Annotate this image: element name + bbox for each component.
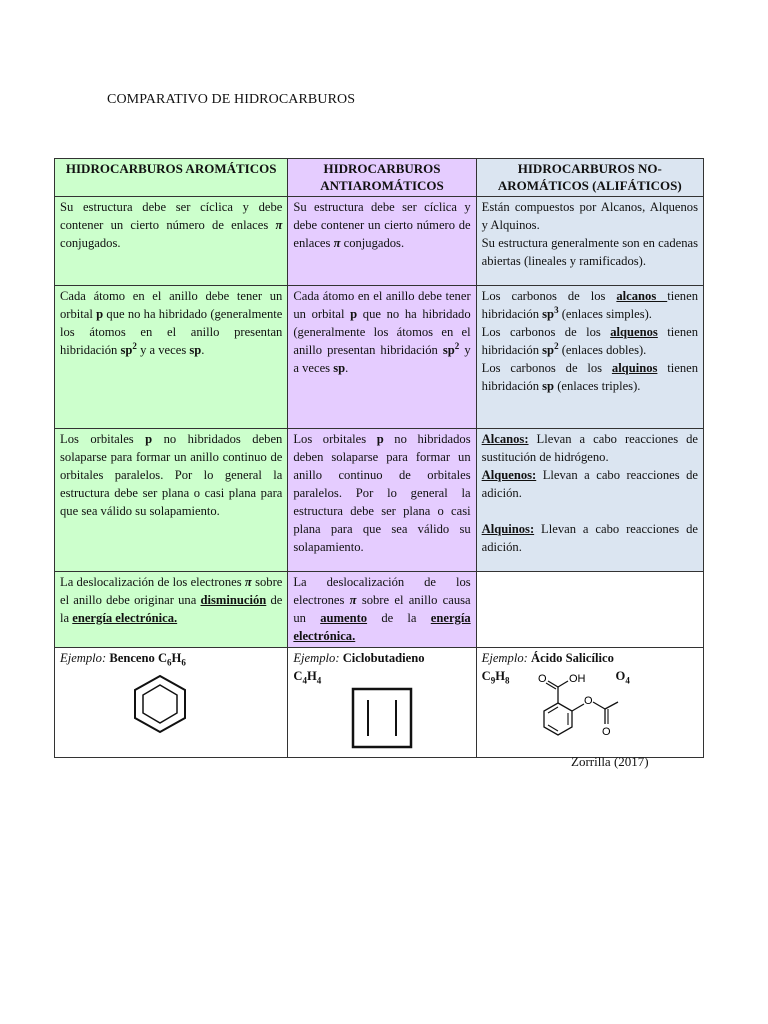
cell-aliphatic-reactions: Alcanos: Llevan a cabo reacciones de sustitución de hidrógeno. Alquenos: Llevan a cabo reacciones de adición. Alquinos: Llevan a cabo reacciones de adición. <box>476 429 703 572</box>
benzene-structure <box>60 671 270 743</box>
cyclobutadiene-structure <box>293 685 459 753</box>
cell-antiaromatic-overlap: Los orbitales p no hibridados deben solaparse para formar un anillo continuo de orbitales paralelos. Por lo general la estructura debe ser plana o casi plana para que sea válido su solapamiento. <box>288 429 476 572</box>
table-row <box>55 197 704 286</box>
cell-aliphatic-structure: Están compuestos por Alcanos, Alquenos y Alquinos. Su estructura generalmente son en cadenas abiertas (lineales y ramificados). <box>476 197 703 286</box>
acetyl-o-label: O <box>601 726 611 738</box>
cell-example-benzene: Ejemplo: Benceno $C_6H_6$ <box>55 648 288 758</box>
salicylic-acid-structure <box>482 673 687 741</box>
header-aromatic: HIDROCARBUROS AROMÁTICOS <box>55 159 288 197</box>
table-row <box>55 286 704 429</box>
hydroxyl-label: OH <box>568 673 586 685</box>
cell-aliphatic-hybridization: Los carbonos de los alcanos tienen hibridación $sp^3$ (enlaces simples). Los carbonos de los alquenos tienen hibridación $sp^2$ (enlaces dobles). Los carbonos de los alquinos tienen hibridación sp (enlaces triples). <box>476 286 703 429</box>
header-aliphatic: HIDROCARBUROS NO-AROMÁTICOS (ALIFÁTICOS) <box>476 159 703 197</box>
table-row <box>55 429 704 572</box>
ester-o-label: O <box>583 695 593 707</box>
table-row <box>55 648 704 758</box>
cell-aromatic-orbital: Cada átomo en el anillo debe tener un orbital p que no ha hibridado (generalmente los átomos en el anillo presentan hibridación $sp^2$ y a veces sp. <box>55 286 288 429</box>
citation: Zorrilla (2017) <box>571 754 649 769</box>
cell-example-cyclobutadiene: Ejemplo: Ciclobutadieno $C_4H_4$ <box>288 648 476 758</box>
cell-aromatic-energy: La deslocalización de los electrones π sobre el anillo debe originar una disminución de la energía electrónica. <box>55 572 288 648</box>
header-antiaromatic: HIDROCARBUROS ANTIAROMÁTICOS <box>288 159 476 197</box>
cell-aliphatic-energy-empty <box>476 572 703 648</box>
cell-aromatic-structure: Su estructura debe ser cíclica y debe contener un cierto número de enlaces π conjugados. <box>55 197 288 286</box>
carbonyl-o-label: O <box>537 673 547 685</box>
header-row <box>55 159 704 197</box>
comparison-table <box>54 158 704 758</box>
cell-aromatic-overlap: Los orbitales p no hibridados deben solaparse para formar un anillo continuo de orbitales paralelos. Por lo general la estructura debe ser plana o casi plana para que sea válido su solapamiento. <box>55 429 288 572</box>
cell-antiaromatic-structure: Su estructura debe ser cíclica y debe contener un cierto número de enlaces π conjugados. <box>288 197 476 286</box>
cell-antiaromatic-energy: La deslocalización de los electrones π sobre el anillo causa un aumento de la energía electrónica. <box>288 572 476 648</box>
table-row <box>55 572 704 648</box>
cell-antiaromatic-orbital: Cada átomo en el anillo debe tener un orbital p que no ha hibridado (generalmente los átomos en el anillo presentan hibridación $sp^2$ y a veces sp. <box>288 286 476 429</box>
cell-example-salicylic: Ejemplo: Ácido Salicílico $C_9H_8$ $O_4$ O OH O O <box>476 648 703 758</box>
document-title: COMPARATIVO DE HIDROCARBUROS <box>107 92 356 107</box>
